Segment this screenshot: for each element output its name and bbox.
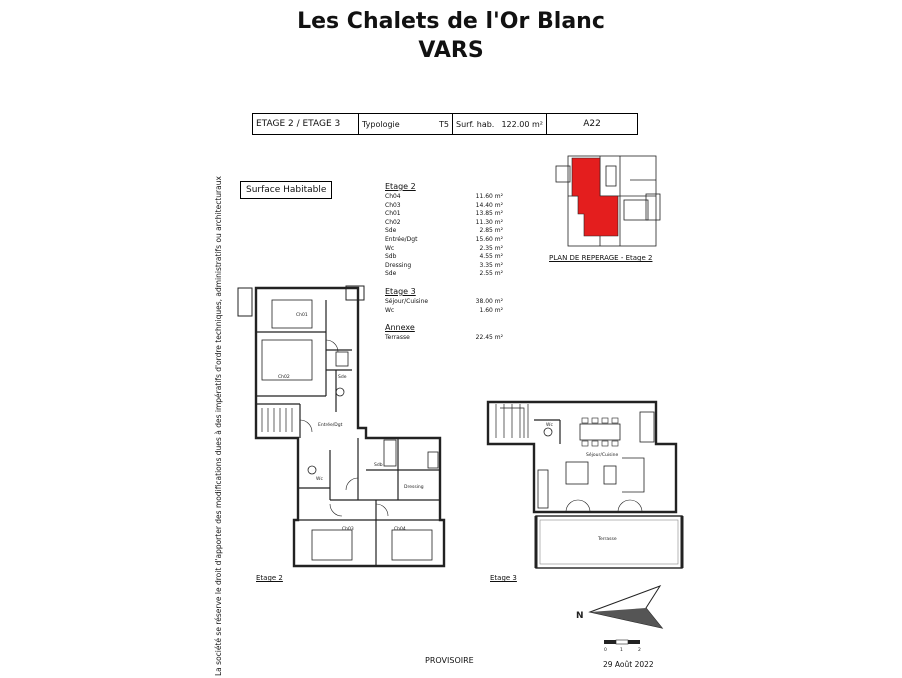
typology-label: Typologie (362, 119, 400, 129)
schedule-room-area: 13.85 m² (475, 210, 503, 218)
document-title: Les Chalets de l'Or Blanc (297, 9, 605, 34)
schedule-room-area: 3.35 m² (479, 261, 503, 269)
info-floors: ETAGE 2 / ETAGE 3 (253, 114, 359, 134)
schedule-room-area: 2.85 m² (479, 227, 503, 235)
room-label-ch03: Ch03 (342, 527, 354, 532)
room-label-ch01: Ch01 (296, 313, 308, 318)
schedule-room-area: 2.35 m² (479, 244, 503, 252)
floor3-plan (488, 402, 682, 568)
room-label-wc3: Wc (546, 423, 553, 428)
document-date: 29 Août 2022 (603, 660, 654, 669)
schedule-room-area: 14.40 m² (475, 201, 503, 209)
schedule-room-area: 15.60 m² (475, 235, 503, 243)
schedule-room-name: Ch02 (385, 218, 401, 226)
room-label-sdb: Sdb (374, 463, 383, 468)
north-arrow-icon (576, 586, 662, 628)
room-label-terrasse: Terrasse (598, 537, 617, 542)
scale-tick-1: 1 (620, 648, 623, 653)
schedule-room-area: 1.60 m² (479, 306, 503, 314)
north-label: N (576, 611, 584, 621)
side-note-text: La société se réserve le droit d'apporter des modifications dues à des impératifs d'ordre techniques, administratifs ou architecturaux (214, 176, 223, 676)
schedule-heading-floor3: Etage 3 (385, 286, 416, 296)
schedule-room-name: Dressing (385, 261, 412, 269)
room-label-ch04: Ch04 (394, 527, 406, 532)
schedule-room-name: Sde (385, 270, 397, 278)
schedule-room-area: 2.55 m² (479, 270, 503, 278)
document-subtitle: VARS (418, 38, 484, 63)
reperage-highlight (572, 158, 618, 236)
scale-tick-0: 0 (604, 648, 607, 653)
schedule-heading-floor2: Etage 2 (385, 182, 416, 191)
schedule-heading-annex: Annexe (385, 323, 415, 333)
schedule-room-name: Wc (385, 244, 395, 252)
typology-value: T5 (439, 119, 449, 129)
surface-label: Surf. hab. (456, 119, 495, 129)
schedule-room-name: Ch01 (385, 210, 401, 218)
schedule-room-area: 4.55 m² (479, 253, 503, 261)
schedule-room-name: Entrée/Dgt (385, 235, 418, 243)
surface-value: 122.00 m² (501, 119, 543, 129)
info-lot: A22 (583, 119, 601, 129)
reperage-label: PLAN DE REPERAGE - Etage 2 (549, 254, 653, 262)
schedule-room-area: 11.60 m² (475, 193, 503, 200)
floor3-label: Etage 3 (490, 574, 517, 582)
scale-tick-2: 2 (638, 648, 641, 653)
schedule-room-name: Sdb (385, 253, 397, 261)
floor2-label: Etage 2 (256, 574, 283, 582)
schedule-room-area: 38.00 m² (475, 297, 503, 305)
schedule-room-area: 22.45 m² (475, 334, 503, 342)
scale-bar (604, 640, 641, 653)
schedule-room-name: Sde (385, 227, 397, 235)
room-label-sde: Sde (338, 375, 347, 380)
schedule-room-name: Séjour/Cuisine (385, 297, 429, 305)
status-label: PROVISOIRE (425, 656, 474, 665)
schedule-room-area: 11.30 m² (475, 218, 503, 226)
schedule-room-name: Ch04 (385, 193, 401, 200)
surface-habitable-box: Surface Habitable (240, 181, 332, 199)
room-label-dressing: Dressing (404, 485, 424, 490)
room-label-ch02: Ch02 (278, 375, 290, 380)
schedule-room-name: Terrasse (385, 334, 410, 342)
schedule-room-name: Ch03 (385, 201, 401, 209)
room-label-dgt: Entrée/Dgt (318, 423, 343, 428)
room-label-sejour: Séjour/Cuisine (586, 453, 619, 458)
schedule-room-name: Wc (385, 306, 395, 314)
room-label-wc: Wc (316, 477, 323, 482)
